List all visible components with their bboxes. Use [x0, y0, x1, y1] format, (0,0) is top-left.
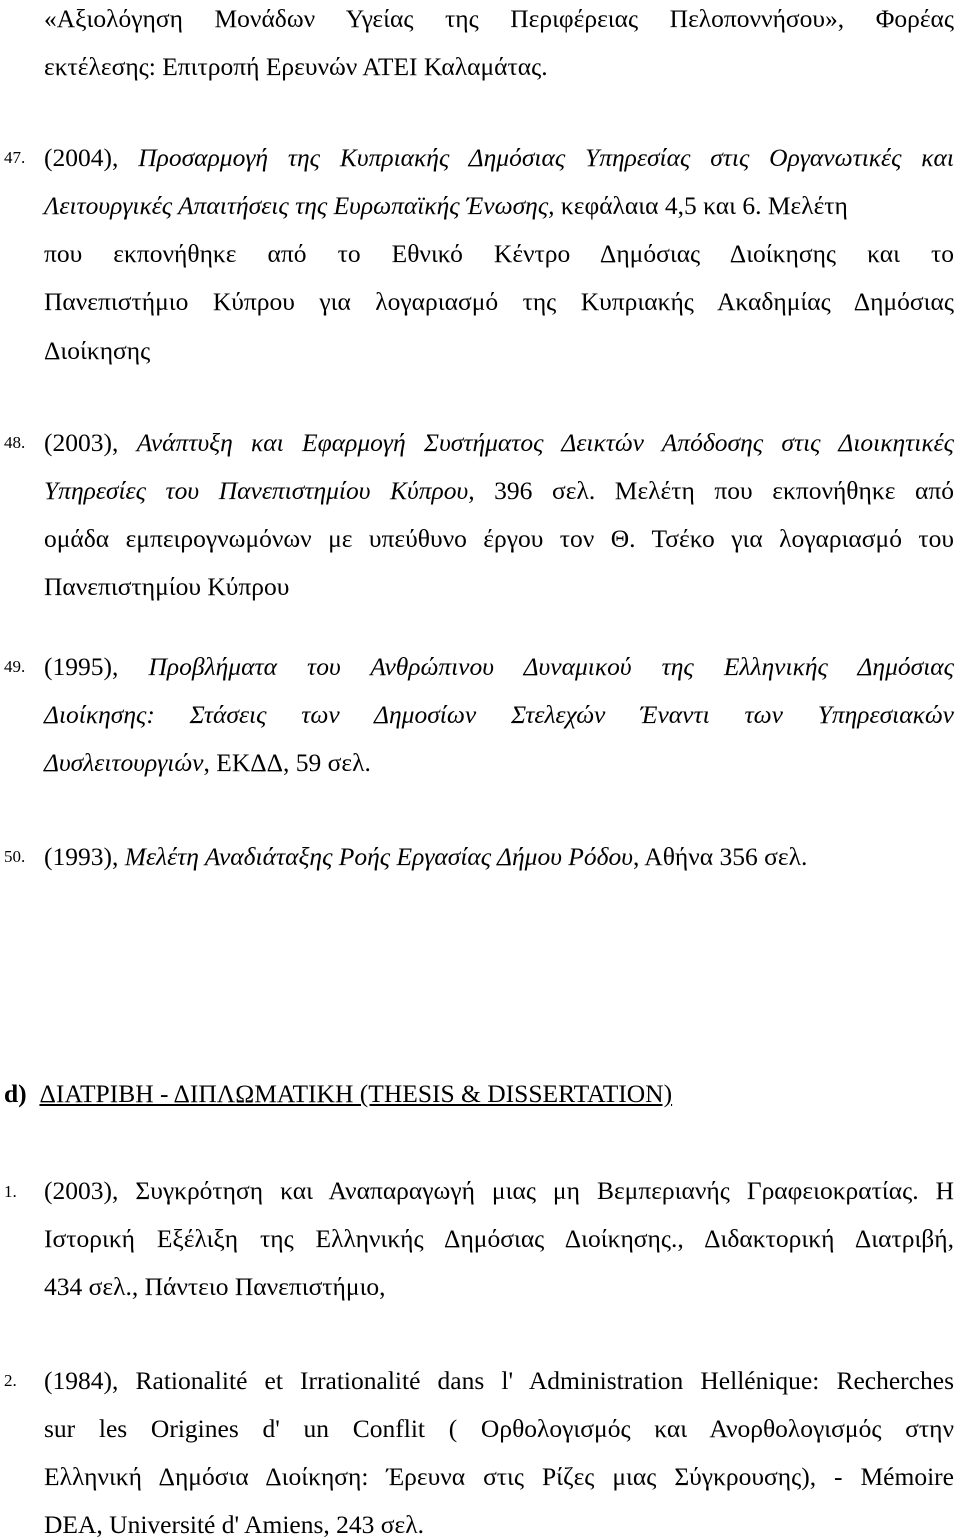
- entry-49-line1: [44, 652, 954, 682]
- entry-47-line3: που εκπονήθηκε από το Εθνικό Κέντρο Δημόσιας Διοίκησης και το: [44, 239, 954, 268]
- thesis-1-line1: (2003), Συγκρότηση και Αναπαραγωγή μιας μη Βεμπεριανής Γραφειοκρατίας. Η: [44, 1176, 954, 1205]
- entry-47-line2: [44, 191, 848, 221]
- entry-48-details: 396 σελ. Μελέτη που εκπονήθηκε από: [474, 476, 954, 505]
- thesis-2-line2: sur les Origines d' un Conflit ( Ορθολογισμός και Ανορθολογισμός στην: [44, 1414, 954, 1443]
- entry-47-line5: Διοίκησης: [44, 336, 151, 365]
- entry-50-year: (1993),: [44, 842, 119, 871]
- entry-49-number: 49.: [4, 657, 26, 676]
- entry-49-line2: [44, 700, 954, 730]
- entry-48-line4: Πανεπιστημίου Κύπρου: [44, 572, 290, 601]
- entry-48-year: (2003),: [44, 428, 119, 457]
- thesis-1-line2: Ιστορική Εξέλιξη της Ελληνικής Δημόσιας Διοίκησης., Διδακτορική Διατριβή,: [44, 1224, 954, 1253]
- thesis-2-line3: Ελληνική Δημόσια Διοίκηση: Έρευνα στις Ρίζες μιας Σύγκρουσης), - Mémoire: [44, 1462, 954, 1491]
- entry-50-number: 50.: [4, 847, 26, 866]
- entry-48-title-cont: Υπηρεσίες του Πανεπιστημίου Κύπρου,: [44, 476, 475, 505]
- entry-46-line2: εκτέλεσης: Επιτροπή Ερευνών ΑΤΕΙ Καλαμάτας.: [44, 52, 548, 81]
- thesis-2-line4: DEA, Université d' Amiens, 243 σελ.: [44, 1510, 424, 1539]
- entry-50-title: Μελέτη Αναδιάταξης Ροής Εργασίας Δήμου Ρόδου: [124, 842, 633, 871]
- entry-48-line1: [44, 428, 954, 458]
- entry-47-title-cont: Λειτουργικές Απαιτήσεις της Ευρωπαϊκής Ένωσης,: [44, 191, 555, 220]
- entry-47-year: (2004),: [44, 143, 119, 172]
- entry-49-title: Προβλήματα του Ανθρώπινου Δυναμικού της Ελληνικής Δημόσιας: [148, 652, 955, 681]
- section-d-title: ΔΙΑΤΡΙΒΗ - ΔΙΠΛΩΜΑΤΙΚΗ (THESIS & DISSERTATION): [39, 1079, 673, 1108]
- entry-47-details: κεφάλαια 4,5 και 6. Μελέτη: [554, 191, 848, 220]
- entry-50-details: , Αθήνα 356 σελ.: [632, 842, 808, 871]
- thesis-2-line1: (1984), Rationalité et Irrationalité dans l' Administration Hellénique: Recherches: [44, 1366, 954, 1395]
- entry-47-number: 47.: [4, 148, 26, 167]
- entry-49-year: (1995),: [44, 652, 119, 681]
- entry-49-title-end: Δυσλειτουργιών: [44, 748, 204, 777]
- entry-47-line1: [44, 143, 954, 173]
- entry-49-details: , ΕΚΔΔ, 59 σελ.: [203, 748, 371, 777]
- thesis-2-number: 2.: [4, 1371, 17, 1390]
- entry-48-number: 48.: [4, 433, 26, 452]
- section-d-heading: [4, 1079, 672, 1109]
- entry-46-line1: «Αξιολόγηση Μονάδων Υγείας της Περιφέρειας Πελοποννήσου», Φορέας: [44, 4, 954, 33]
- entry-48-line2: [44, 476, 954, 506]
- entry-48-title: Ανάπτυξη και Εφαρμογή Συστήματος Δεικτών Απόδοσης στις Διοικητικές: [136, 428, 954, 457]
- entry-50-line1: [44, 842, 807, 872]
- thesis-1-line3: 434 σελ., Πάντειο Πανεπιστήμιο,: [44, 1272, 386, 1301]
- entry-48-line3: ομάδα εμπειρογνωμόνων με υπεύθυνο έργου τον Θ. Τσέκο για λογαριασμό του: [44, 524, 954, 553]
- entry-47-line4: Πανεπιστήμιο Κύπρου για λογαριασμό της Κυπριακής Ακαδημίας Δημόσιας: [44, 287, 954, 316]
- thesis-1-number: 1.: [4, 1182, 17, 1201]
- entry-49-line3: [44, 748, 371, 778]
- section-d-letter: d): [4, 1079, 27, 1108]
- entry-47-title: Προσαρμογή της Κυπριακής Δημόσιας Υπηρεσίας στις Οργανωτικές και: [138, 143, 954, 172]
- entry-49-title-cont: Διοίκησης: Στάσεις των Δημοσίων Στελεχών Έναντι των Υπηρεσιακών: [44, 700, 954, 729]
